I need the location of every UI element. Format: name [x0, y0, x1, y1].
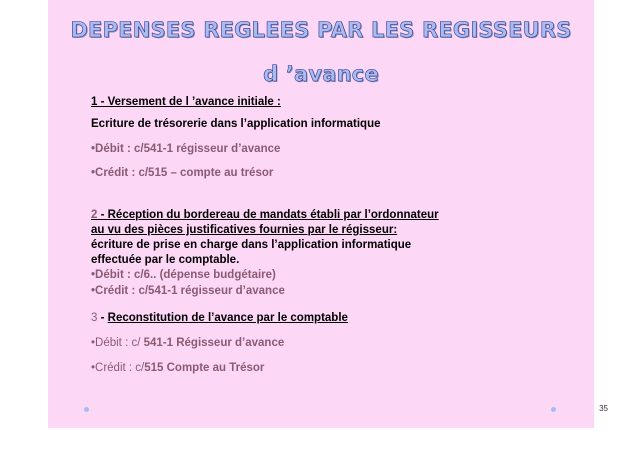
footer-right-dot-icon — [551, 407, 556, 412]
footer-left-dot-icon — [84, 407, 89, 412]
section2-number: 2 — [91, 209, 98, 221]
section3-debit-account: 541-1 Régisseur d’avance — [143, 337, 285, 349]
section2-heading — [91, 208, 439, 222]
section2-heading-text: - Réception du bordereau de mandats établi par l’ordonnateur — [97, 209, 439, 221]
section2-debit: •Débit : c/6.. (dépense budgétaire) — [91, 269, 276, 281]
slide-title-line2: d ’avance — [263, 62, 379, 86]
section3-number: 3 — [91, 312, 98, 324]
slide-title-line1: DEPENSES REGLEES PAR LES REGISSEURS — [70, 18, 572, 42]
section2-line2: au vu des pièces justificatives fournies par le régisseur: — [91, 224, 398, 236]
section3-credit-account: 515 Compte au Trésor — [144, 362, 265, 374]
page-number: 35 — [599, 404, 608, 413]
section2-line4: effectuée par le comptable. — [91, 254, 240, 266]
section1-text: Ecriture de trésorerie dans l’application informatique — [91, 118, 381, 130]
section3-heading — [91, 311, 348, 325]
section3-dash: - — [97, 312, 108, 324]
section1-heading: 1 - Versement de l ’avance initiale : — [91, 96, 281, 108]
section3-heading-text: Reconstitution de l’avance par le comptable — [107, 312, 348, 324]
section3-debit-prefix: •Débit : c/ — [91, 337, 144, 349]
section2-credit: •Crédit : c/541-1 régisseur d’avance — [91, 285, 285, 297]
section2-line3: écriture de prise en charge dans l’application informatique — [91, 239, 412, 251]
section3-credit — [91, 361, 264, 375]
slide — [48, 0, 594, 428]
section3-credit-prefix: •Crédit : c/ — [91, 362, 145, 374]
section3-debit — [91, 336, 284, 350]
section1-debit: •Débit : c/541-1 régisseur d’avance — [91, 143, 281, 155]
section1-credit: •Crédit : c/515 – compte au trésor — [91, 167, 274, 179]
